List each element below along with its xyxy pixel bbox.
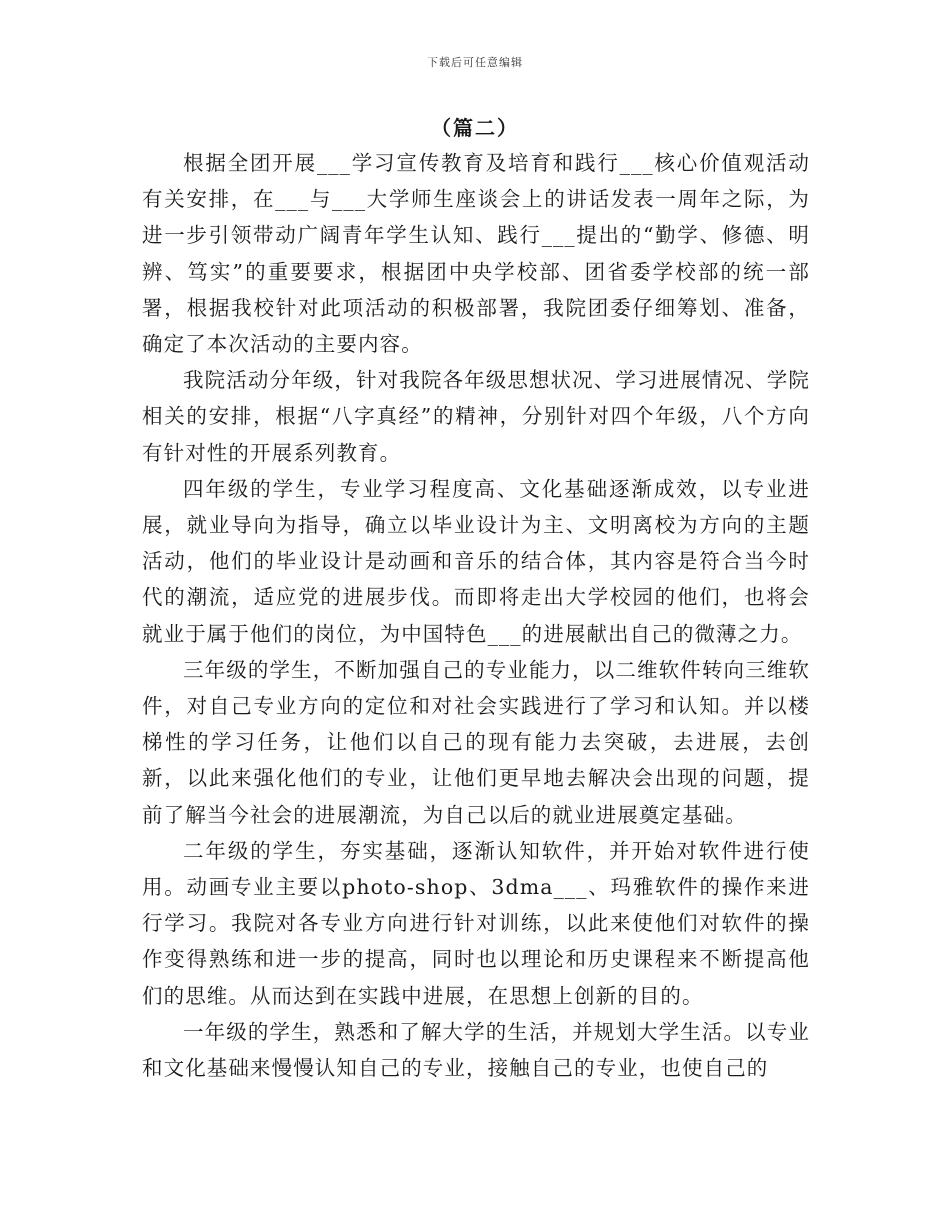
paragraph-1: 根据全团开展___学习宣传教育及培育和践行___核心价值观活动有关安排，在___与___大学师生座谈会上的讲话发表一周年之际，为进一步引领带动广阔青年学生认知、践行___提出的“勤学、修德、明辨、笃实”的重要要求，根据团中央学校部、团省委学校部的统一部署，根据我校针对此项活动的积极部署，我院团委仔细筹划、准备，确定了本次活动的主要内容。 (142, 151, 810, 357)
paragraph-4: 三年级的学生，不断加强自己的专业能力，以二维软件转向三维软件，对自己专业方向的定位和对社会实践进行了学习和认知。并以楼梯性的学习任务，让他们以自己的现有能力去突破，去进展，去创新，以此来强化他们的专业，让他们更早地去解决会出现的问题，提前了解当今社会的进展潮流，为自己以后的就业进展奠定基础。 (142, 657, 810, 827)
paragraph-5: 二年级的学生，夯实基础，逐渐认知软件，并开始对软件进行使用。动画专业主要以photo-shop、3dma___、玛雅软件的操作来进行学习。我院对各专业方向进行针对训练，以此来使他们对软件的操作变得熟练和进一步的提高，同时也以理论和历史课程来不断提高他们的思维。从而达到在实践中进展，在思想上创新的目的。 (142, 838, 810, 1008)
paragraph-6: 一年级的学生，熟悉和了解大学的生活，并规划大学生活。以专业和文化基础来慢慢认知自己的专业，接触自己的专业，也使自己的 (142, 1019, 810, 1081)
paragraph-2: 我院活动分年级，针对我院各年级思想状况、学习进展情况、学院相关的安排，根据“八字真经”的精神，分别针对四个年级，八个方向有针对性的开展系列教育。 (142, 368, 810, 465)
page-header-note: 下载后可任意编辑 (427, 56, 523, 69)
document-body (142, 145, 810, 1086)
paragraph-3: 四年级的学生，专业学习程度高、文化基础逐渐成效，以专业进展，就业导向为指导，确立以毕业设计为主、文明离校为方向的主题活动，他们的毕业设计是动画和音乐的结合体，其内容是符合当今时代的潮流，适应党的进展步伐。而即将走出大学校园的他们，也将会就业于属于他们的岗位，为中国特色___的进展献出自己的微薄之力。 (142, 476, 810, 646)
document-title: （篇二） (431, 116, 519, 140)
